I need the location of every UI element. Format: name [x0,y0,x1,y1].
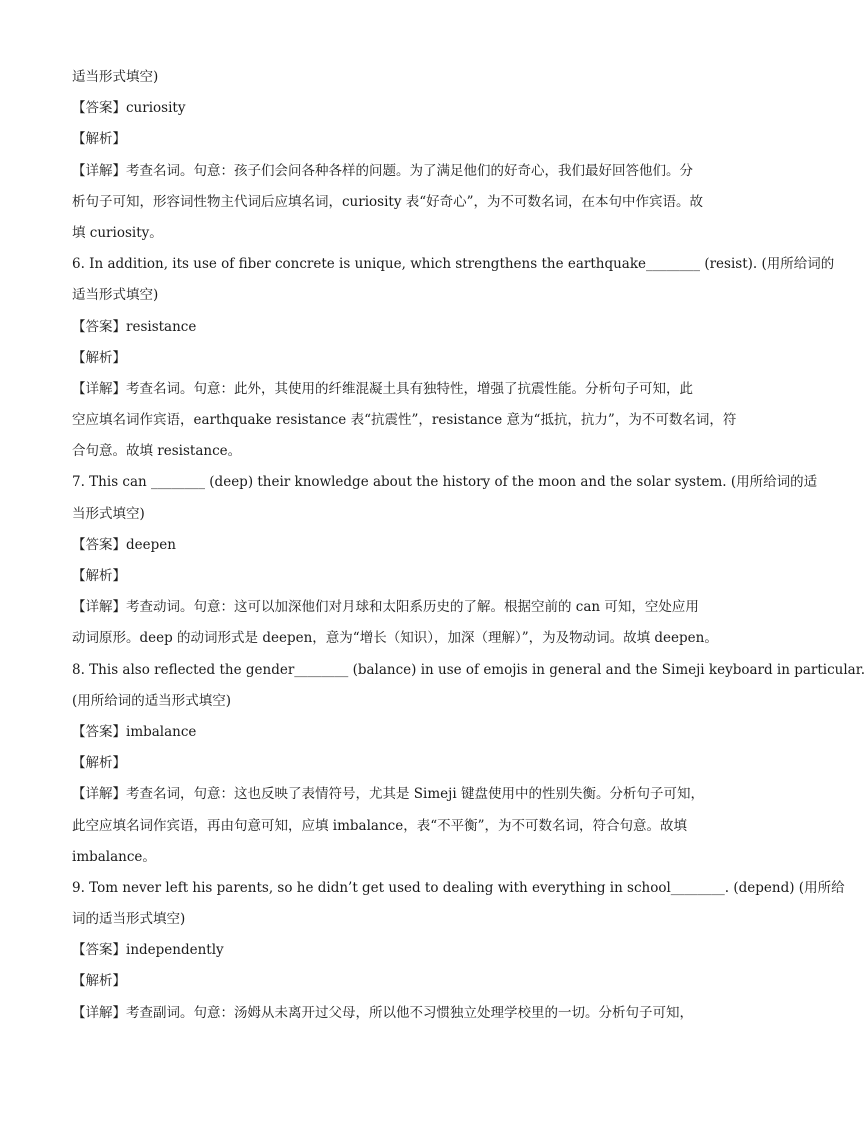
question-8-line: (用所给词的适当形式填空) [72,692,232,709]
document-page [72,62,865,1029]
text-line: 适当形式填空) [72,69,159,85]
explanation-line: 空应填名词作宾语，earthquake resistance 表“抗震性”，resistance 意为“抵抗，抗力”，为不可数名词，符 [72,412,737,429]
explanation-line: 【详解】考查名词。句意：此外，其使用的纤维混凝土具有独特性，增强了抗震性能。分析句子可知，此 [72,380,693,397]
question-6-line: 适当形式填空) [72,287,159,304]
analysis-heading: 【解析】 [72,131,126,148]
analysis-heading: 【解析】 [72,973,126,990]
explanation-line: imbalance。 [72,848,156,865]
analysis-heading: 【解析】 [72,755,126,772]
answer-line: 【答案】independently [72,942,224,959]
explanation-line: 合句意。故填 resistance。 [72,443,242,460]
explanation-line: 动词原形。deep 的动词形式是 deepen，意为“增长（知识），加深（理解）”，为及物动词。故填 deepen。 [72,630,718,647]
analysis-heading: 【解析】 [72,349,126,366]
question-8-line: 8. This also reflected the gender________ (balance) in use of emojis in general and the Simeji keyboard in particular. [72,661,865,678]
question-7-line: 当形式填空) [72,505,145,522]
question-9-line: 9. Tom never left his parents, so he didn’t get used to dealing with everything in school________. (depend) (用所给 [72,879,845,896]
answer-line: 【答案】deepen [72,536,176,553]
explanation-line: 【详解】考查动词。句意：这可以加深他们对月球和太阳系历史的了解。根据空前的 can 可知，空处应用 [72,599,699,616]
explanation-line: 析句子可知，形容词性物主代词后应填名词，curiosity 表“好奇心”，为不可数名词，在本句中作宾语。故 [72,193,704,210]
answer-line: 【答案】imbalance [72,723,197,740]
question-6-line: 6. In addition, its use of fiber concrete is unique, which strengthens the earthquake________ (resist). (用所给词的 [72,256,835,273]
question-9-line: 词的适当形式填空) [72,911,186,928]
explanation-line: 填 curiosity。 [72,224,163,241]
analysis-heading: 【解析】 [72,568,126,584]
question-7-line: 7. This can ________ (deep) their knowledge about the history of the moon and the solar system. (用所给词的适 [72,474,818,491]
answer-line: 【答案】curiosity [72,100,186,117]
explanation-line: 【详解】考查名词。句意：孩子们会问各种各样的问题。为了满足他们的好奇心，我们最好回答他们。分 [72,162,693,179]
explanation-line: 【详解】考查名词，句意：这也反映了表情符号，尤其是 Simeji 键盘使用中的性别失衡。分析句子可知， [72,786,704,803]
answer-line: 【答案】resistance [72,318,197,335]
explanation-line: 【详解】考查副词。句意：汤姆从未离开过父母，所以他不习惯独立处理学校里的一切。分析句子可知， [72,1004,693,1021]
explanation-line: 此空应填名词作宾语，再由句意可知，应填 imbalance，表“不平衡”，为不可数名词，符合句意。故填 [72,817,688,834]
